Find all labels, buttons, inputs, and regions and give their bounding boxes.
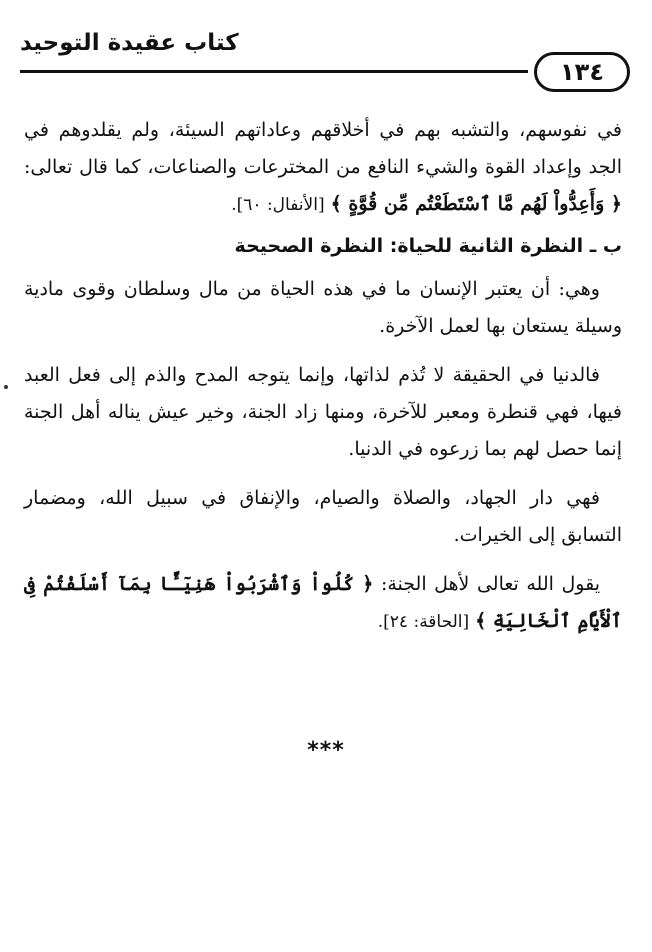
page-header xyxy=(20,22,630,102)
paragraph-2-text: وهي: أن يعتبر الإنسان ما في هذه الحياة من مال وسلطان وقوى مادية وسيلة يستعان بها لعمل الآخرة. xyxy=(24,278,622,337)
running-title: كتاب عقيدة التوحيد xyxy=(20,30,239,56)
paragraph-5 xyxy=(24,566,622,641)
paragraph-1-text: في نفوسهم، والتشبه بهم في أخلاقهم وعاداتهم السيئة، ولم يقلدوهم في الجد وإعداد القوة والشيء النافع من المخترعات والصناعات، كما قال تعالى: xyxy=(24,119,622,178)
page-number: ١٣٤ xyxy=(560,58,604,86)
header-rule xyxy=(20,70,528,73)
quran-verse-anfal: ﴿ وَأَعِدُّواْ لَهُم مَّا ٱسْتَطَعْتُم مِّن قُوَّةٍ ﴾ xyxy=(330,193,622,215)
paragraph-2 xyxy=(24,271,622,345)
paragraph-3-text: فالدنيا في الحقيقة لا تُذم لذاتها، وإنما يتوجه المدح والذم إلى فعل العبد فيها، فهي قنطرة ومعبر للآخرة، ومنها زاد الجنة، وخير عيش يناله أهل الجنة إنما حصل لهم بما زرعوه في الدنيا. xyxy=(24,364,622,460)
verse-reference-anfal: [الأنفال: ٦٠]. xyxy=(231,195,325,215)
paragraph-4 xyxy=(24,480,622,554)
section-separator: *** xyxy=(307,738,345,763)
quran-verse-haqqah: ﴿ كُلُواْ وَٱشْرَبُواْ هَنِيٓـًٔا بِمَآ أَسْلَفْتُمْ فِى ٱلْأَيَّامِ ٱلْخَالِيَةِ ﴾ xyxy=(24,573,622,632)
paragraph-4-text: فهي دار الجهاد، والصلاة والصيام، والإنفاق في سبيل الله، ومضمار التسابق إلى الخيرات. xyxy=(24,487,622,546)
page-body xyxy=(24,112,622,641)
page-number-frame xyxy=(534,52,630,92)
margin-mark xyxy=(4,385,8,389)
section-heading: ب ـ النظرة الثانية للحياة: النظرة الصحيحة xyxy=(234,235,622,257)
paragraph-5-text: يقول الله تعالى لأهل الجنة: xyxy=(380,573,600,595)
verse-reference-haqqah: [الحاقة: ٢٤]. xyxy=(377,612,470,632)
paragraph-3 xyxy=(24,357,622,468)
paragraph-1 xyxy=(24,112,622,224)
